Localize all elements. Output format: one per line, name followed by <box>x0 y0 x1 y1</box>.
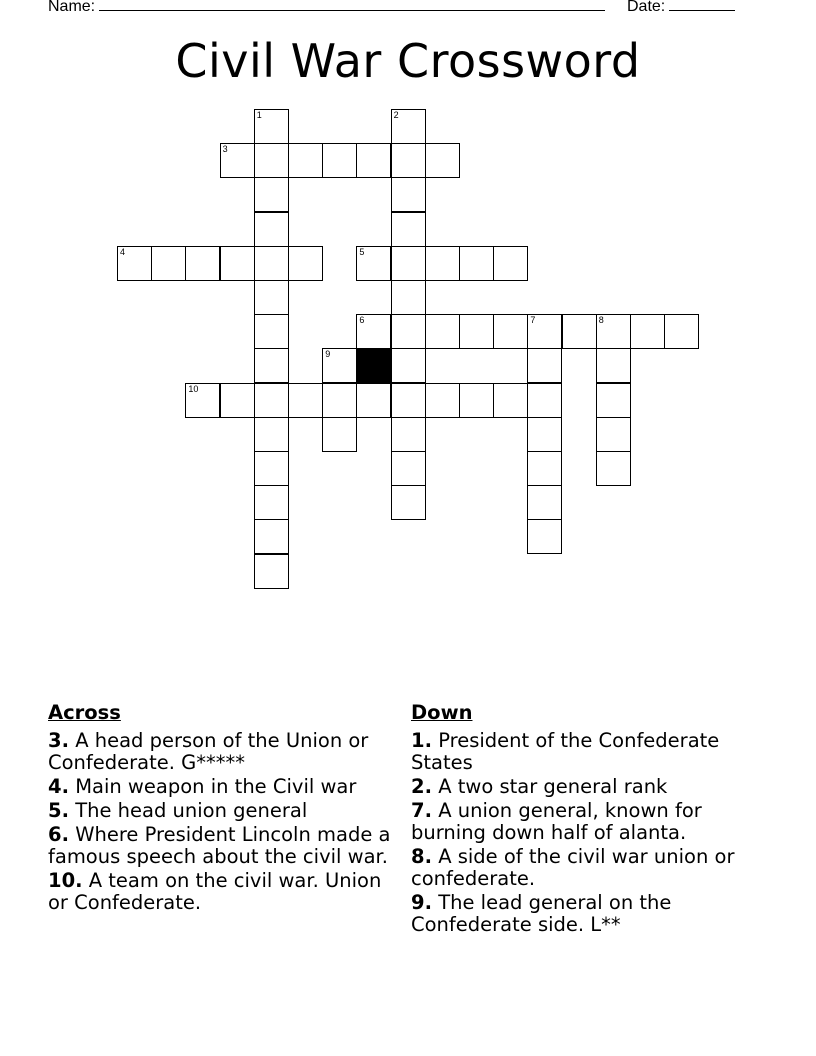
crossword-cell[interactable] <box>596 348 631 383</box>
crossword-cell[interactable] <box>493 246 528 281</box>
crossword-cell[interactable] <box>322 143 357 178</box>
crossword-cell[interactable] <box>151 246 186 281</box>
crossword-cell[interactable] <box>391 417 426 452</box>
crossword-cell[interactable] <box>459 246 494 281</box>
clue-item <box>48 870 398 914</box>
clue-item <box>48 730 398 774</box>
crossword-cell[interactable] <box>596 417 631 452</box>
crossword-cell[interactable] <box>254 280 289 315</box>
crossword-cell[interactable] <box>562 314 597 349</box>
clue-number: 4. <box>48 775 69 798</box>
cell-number: 10 <box>188 383 199 394</box>
crossword-cell[interactable] <box>254 519 289 554</box>
crossword-cell[interactable] <box>493 383 528 418</box>
crossword-cell[interactable] <box>254 143 289 178</box>
crossword-cell[interactable] <box>185 383 220 418</box>
crossword-cell[interactable] <box>425 314 460 349</box>
clue-text: The lead general on the Confederate side. L** <box>411 891 672 936</box>
crossword-cell[interactable] <box>630 314 665 349</box>
crossword-cell[interactable] <box>391 280 426 315</box>
crossword-cell[interactable] <box>425 383 460 418</box>
clue-text: A union general, known for burning down half of alanta. <box>411 799 702 844</box>
crossword-cell[interactable] <box>459 314 494 349</box>
cell-number: 7 <box>530 315 536 326</box>
clue-number: 7. <box>411 799 432 822</box>
crossword-cell[interactable] <box>664 314 699 349</box>
crossword-black-cell <box>356 348 391 383</box>
crossword-cell[interactable] <box>527 519 562 554</box>
clue-text: A side of the civil war union or confederate. <box>411 845 735 890</box>
crossword-cell[interactable] <box>254 554 289 589</box>
crossword-cell[interactable] <box>254 314 289 349</box>
crossword-cell[interactable] <box>117 246 152 281</box>
name-blank[interactable] <box>99 0 605 11</box>
crossword-cell[interactable] <box>254 348 289 383</box>
crossword-cell[interactable] <box>220 143 255 178</box>
across-clues <box>48 702 398 916</box>
clue-text: A team on the civil war. Union or Confederate. <box>48 869 382 914</box>
crossword-cell[interactable] <box>391 348 426 383</box>
name-label: Name: <box>48 0 96 15</box>
clue-number: 3. <box>48 729 69 752</box>
clue-number: 2. <box>411 775 432 798</box>
cell-number: 1 <box>256 110 262 120</box>
crossword-cell[interactable] <box>356 314 391 349</box>
crossword-cell[interactable] <box>527 383 562 418</box>
crossword-cell[interactable] <box>391 485 426 520</box>
cell-number: 3 <box>222 144 228 155</box>
crossword-cell[interactable] <box>391 177 426 212</box>
date-label: Date: <box>627 0 666 15</box>
down-heading: Down <box>411 701 473 724</box>
clue-item <box>411 800 751 844</box>
cell-number: 2 <box>393 110 399 120</box>
crossword-cell[interactable] <box>254 109 289 144</box>
crossword-cell[interactable] <box>254 177 289 212</box>
crossword-cell[interactable] <box>220 383 255 418</box>
crossword-cell[interactable] <box>322 417 357 452</box>
crossword-cell[interactable] <box>425 246 460 281</box>
clue-text: A head person of the Union or Confederate. G***** <box>48 729 369 774</box>
crossword-cell[interactable] <box>288 246 323 281</box>
crossword-cell[interactable] <box>425 143 460 178</box>
crossword-cell[interactable] <box>391 143 426 178</box>
crossword-cell[interactable] <box>391 212 426 247</box>
clue-number: 8. <box>411 845 432 868</box>
crossword-cell[interactable] <box>288 143 323 178</box>
across-heading: Across <box>48 701 121 724</box>
crossword-cell[interactable] <box>391 314 426 349</box>
crossword-cell[interactable] <box>356 143 391 178</box>
crossword-cell[interactable] <box>391 109 426 144</box>
crossword-cell[interactable] <box>527 348 562 383</box>
cell-number: 9 <box>325 349 331 360</box>
crossword-cell[interactable] <box>254 212 289 247</box>
crossword-cell[interactable] <box>527 314 562 349</box>
clue-item <box>411 776 751 798</box>
cell-number: 8 <box>598 315 604 326</box>
clue-number: 9. <box>411 891 432 914</box>
crossword-cell[interactable] <box>254 246 289 281</box>
cell-number: 6 <box>359 315 365 326</box>
clue-text: President of the Confederate States <box>411 729 720 774</box>
crossword-cell[interactable] <box>288 383 323 418</box>
crossword-cell[interactable] <box>254 383 289 418</box>
clue-number: 10. <box>48 869 83 892</box>
crossword-cell[interactable] <box>356 383 391 418</box>
clue-text: A two star general rank <box>438 775 668 798</box>
clue-number: 5. <box>48 799 69 822</box>
clue-text: The head union general <box>75 799 308 822</box>
date-blank[interactable] <box>669 0 735 11</box>
crossword-cell[interactable] <box>527 451 562 486</box>
page-title: Civil War Crossword <box>175 34 641 88</box>
crossword-cell[interactable] <box>254 417 289 452</box>
crossword-cell[interactable] <box>391 246 426 281</box>
date-group <box>627 0 735 16</box>
clue-item <box>48 824 398 868</box>
crossword-cell[interactable] <box>596 451 631 486</box>
clue-number: 6. <box>48 823 69 846</box>
crossword-cell[interactable] <box>596 383 631 418</box>
crossword-cell[interactable] <box>322 383 357 418</box>
clue-item <box>411 730 751 774</box>
clue-item <box>48 800 398 822</box>
clue-item <box>48 776 398 798</box>
crossword-cell[interactable] <box>391 451 426 486</box>
cell-number: 4 <box>120 246 126 257</box>
down-clues <box>411 702 751 938</box>
crossword-cell[interactable] <box>322 348 357 383</box>
crossword-cell[interactable] <box>527 417 562 452</box>
clue-item <box>411 846 751 890</box>
crossword-cell[interactable] <box>391 383 426 418</box>
clue-number: 1. <box>411 729 432 752</box>
cell-number: 5 <box>359 246 365 257</box>
crossword-cell[interactable] <box>356 246 391 281</box>
crossword-cell[interactable] <box>185 246 220 281</box>
crossword-cell[interactable] <box>254 451 289 486</box>
clue-text: Main weapon in the Civil war <box>75 775 357 798</box>
crossword-cell[interactable] <box>459 383 494 418</box>
clue-text: Where President Lincoln made a famous speech about the civil war. <box>48 823 391 868</box>
header-line <box>48 0 748 18</box>
crossword-cell[interactable] <box>254 485 289 520</box>
crossword-cell[interactable] <box>596 314 631 349</box>
crossword-cell[interactable] <box>493 314 528 349</box>
clue-item <box>411 892 751 936</box>
crossword-cell[interactable] <box>220 246 255 281</box>
crossword-cell[interactable] <box>527 485 562 520</box>
